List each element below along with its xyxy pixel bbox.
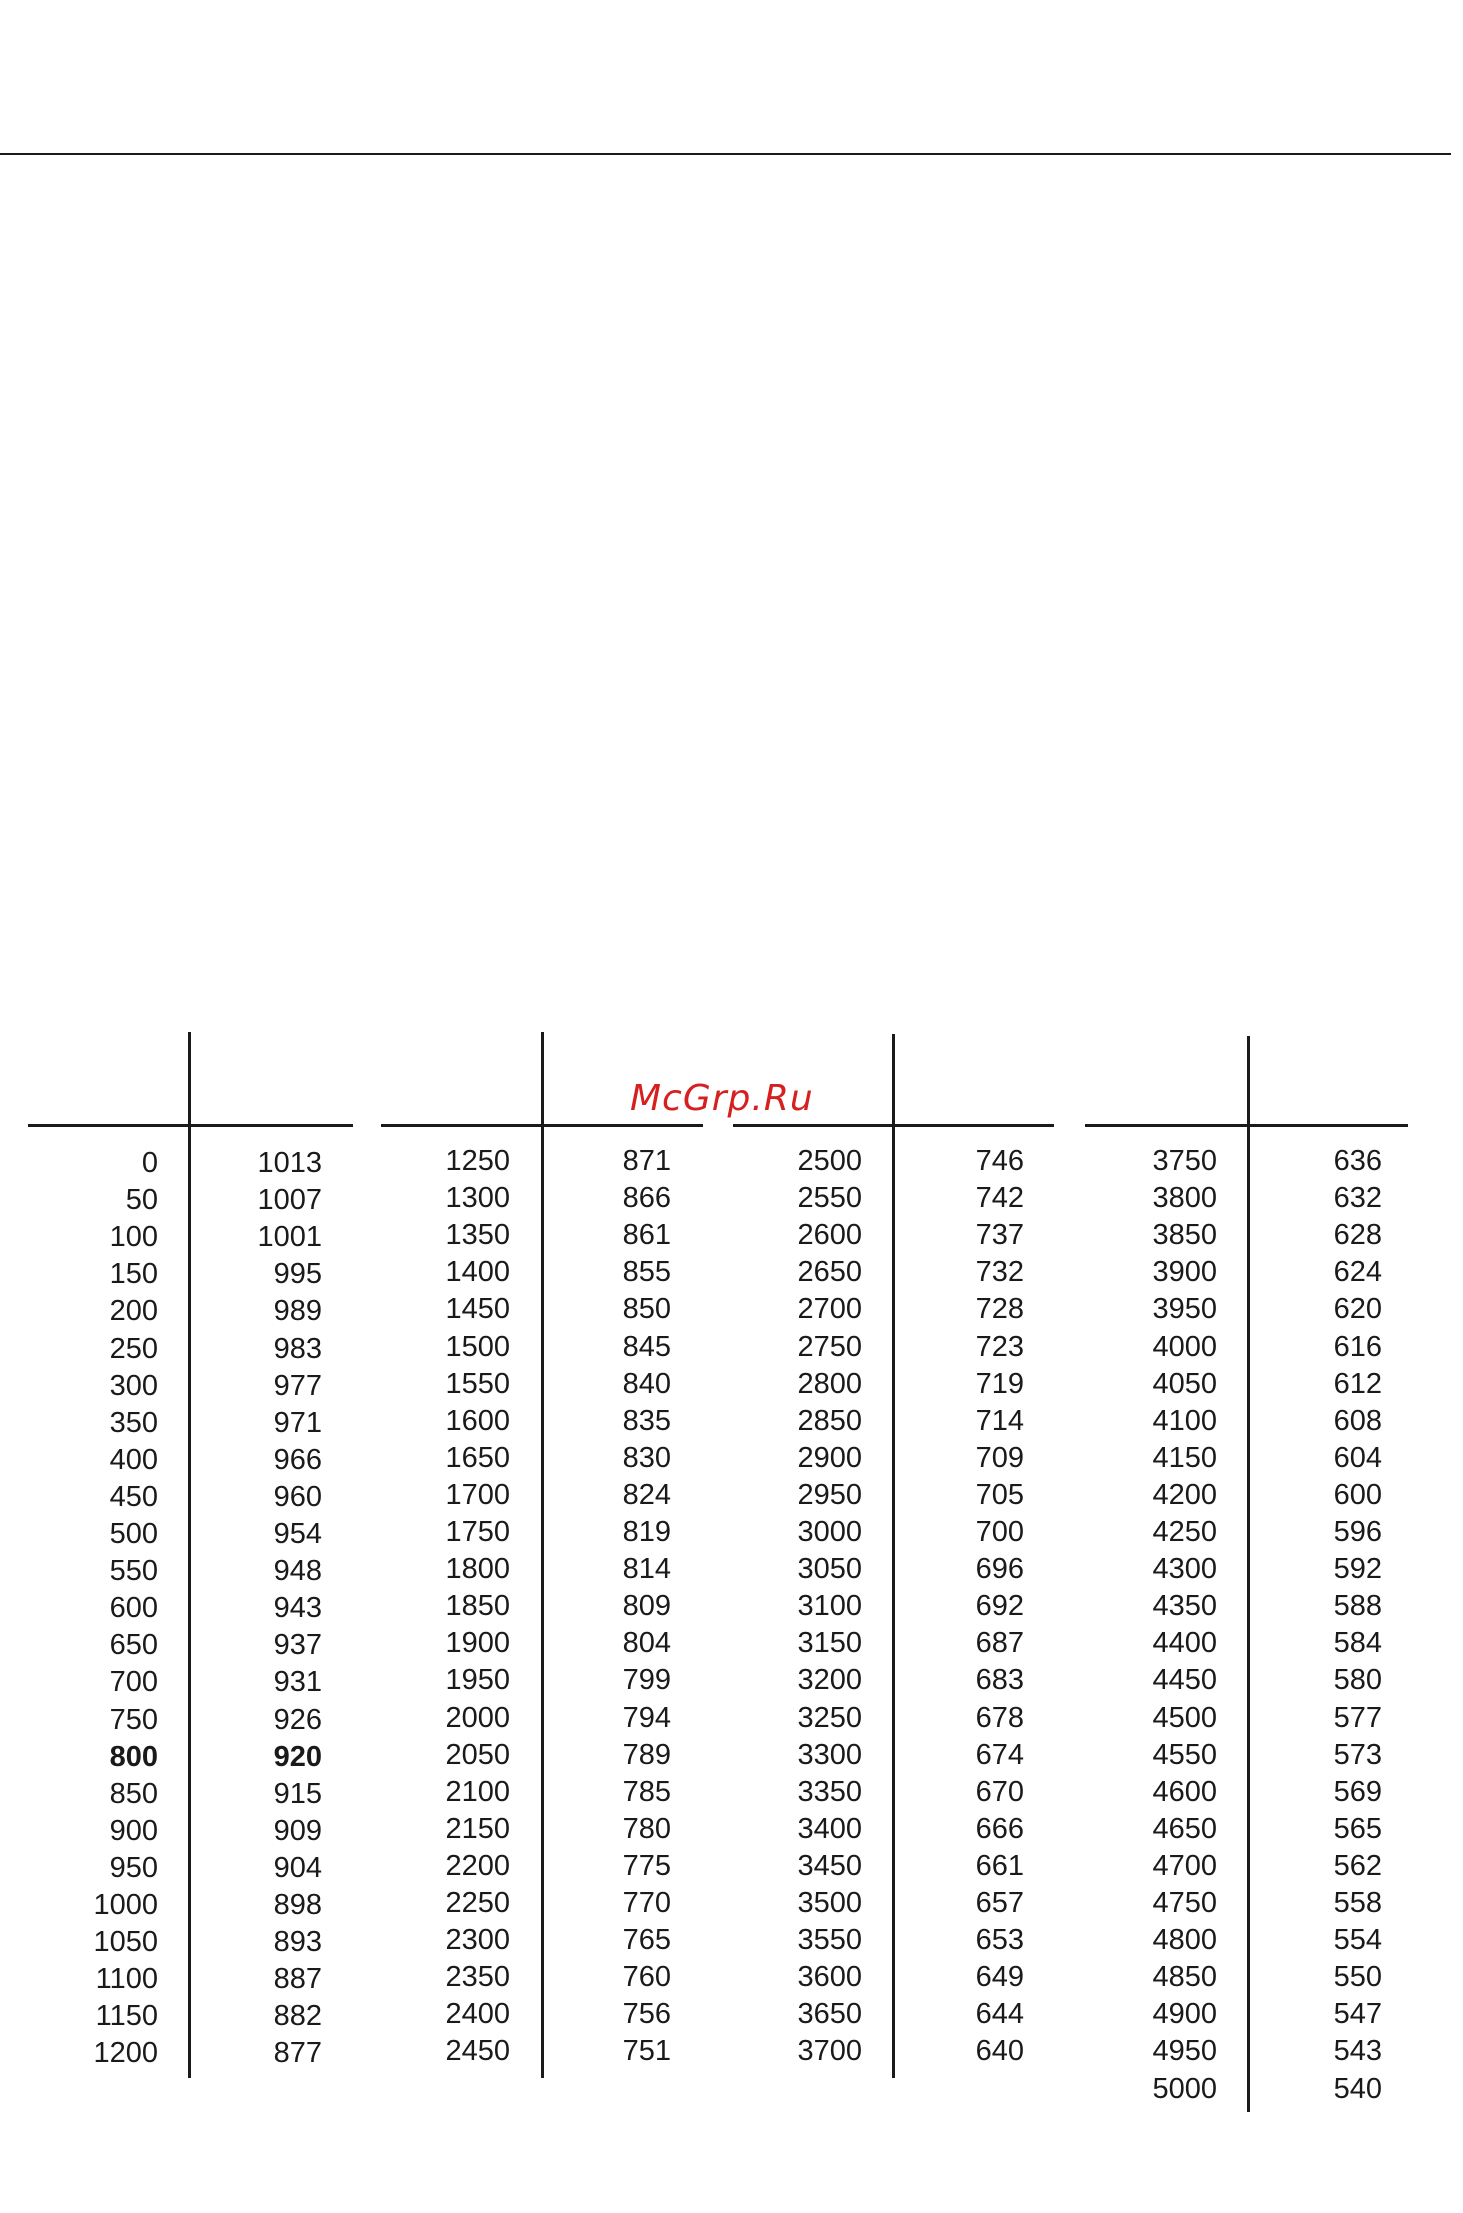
pressure-cell: 785 [622, 1775, 671, 1808]
pressure-cell: 596 [1333, 1516, 1382, 1548]
altitude-cell: 1300 [445, 1182, 510, 1215]
altitude-cell: 150 [109, 1258, 158, 1291]
pressure-cell: 824 [622, 1478, 671, 1511]
pressure-cell: 977 [273, 1369, 322, 1402]
altitude-cell: 1150 [95, 2000, 158, 2033]
altitude-cell: 1850 [445, 1590, 510, 1623]
pressure-cell: 882 [273, 2000, 322, 2033]
altitude-cell: 200 [109, 1295, 158, 1328]
altitude-cell: 2050 [445, 1738, 510, 1771]
altitude-cell: 350 [109, 1406, 158, 1439]
pressure-cell: 616 [1333, 1330, 1382, 1363]
altitude-cell: 3950 [1152, 1293, 1217, 1326]
altitude-cell: 2500 [797, 1145, 862, 1177]
altitude-cell: 0 [141, 1147, 158, 1179]
altitude-cell: 3300 [797, 1738, 862, 1771]
altitude-cell: 550 [109, 1555, 158, 1588]
pressure-cell: 920 [273, 1740, 322, 1773]
pressure-cell: 709 [975, 1441, 1024, 1474]
column-divider [1247, 1036, 1250, 2112]
altitude-cell: 3200 [797, 1664, 862, 1697]
altitude-cell: 2700 [797, 1293, 862, 1326]
altitude-cell: 900 [109, 1814, 158, 1847]
pressure-cell: 943 [273, 1592, 322, 1625]
pressure-cell: 620 [1333, 1293, 1382, 1326]
altitude-cell: 2000 [445, 1701, 510, 1734]
pressure-cell: 728 [975, 1293, 1024, 1326]
altitude-cell: 3700 [797, 2035, 862, 2068]
altitude-cell: 1900 [445, 1627, 510, 1660]
altitude-cell: 2200 [445, 1849, 510, 1882]
altitude-cell: 4350 [1152, 1590, 1217, 1623]
pressure-cell: 898 [273, 1889, 322, 1921]
pressure-cell: 840 [622, 1367, 671, 1400]
altitude-cell: 800 [109, 1740, 158, 1773]
altitude-cell: 1350 [445, 1219, 510, 1252]
pressure-cell: 580 [1333, 1664, 1382, 1697]
altitude-cell: 2900 [797, 1441, 862, 1474]
altitude-cell: 3250 [797, 1701, 862, 1734]
pressure-cell: 696 [975, 1553, 1024, 1586]
pressure-cell: 687 [975, 1627, 1024, 1660]
pressure-cell: 830 [622, 1441, 671, 1474]
pressure-cell: 661 [975, 1849, 1024, 1882]
pressure-cell: 850 [622, 1293, 671, 1326]
pressure-cell: 569 [1333, 1775, 1382, 1808]
pressure-cell: 887 [273, 1963, 322, 1996]
pressure-cell: 543 [1333, 2035, 1382, 2068]
pressure-cell: 612 [1333, 1367, 1382, 1400]
pressure-cell: 904 [273, 1851, 322, 1884]
pressure-cell: 573 [1333, 1738, 1382, 1771]
altitude-cell: 2750 [797, 1330, 862, 1363]
pressure-cell: 751 [622, 2035, 671, 2068]
altitude-cell: 3550 [797, 1924, 862, 1957]
altitude-cell: 4700 [1152, 1849, 1217, 1882]
altitude-cell: 4500 [1152, 1701, 1217, 1734]
altitude-cell: 50 [125, 1184, 158, 1217]
pressure-cell: 931 [273, 1666, 322, 1699]
pressure-cell: 765 [622, 1924, 671, 1957]
pressure-cell: 714 [975, 1404, 1024, 1437]
altitude-cell: 4250 [1152, 1516, 1217, 1548]
pressure-cell: 893 [273, 1926, 322, 1959]
pressure-cell: 756 [622, 1998, 671, 2031]
altitude-cell: 3650 [797, 1998, 862, 2031]
pressure-cell: 547 [1333, 1998, 1382, 2031]
pressure-cell: 608 [1333, 1404, 1382, 1437]
pressure-cell: 600 [1333, 1478, 1382, 1511]
altitude-cell: 950 [109, 1851, 158, 1884]
pressure-cell: 592 [1333, 1553, 1382, 1586]
altitude-cell: 3050 [797, 1553, 862, 1586]
altitude-cell: 4650 [1152, 1812, 1217, 1845]
pressure-cell: 550 [1333, 1961, 1382, 1994]
pressure-cell: 855 [622, 1256, 671, 1289]
altitude-cell: 1950 [445, 1664, 510, 1697]
altitude-cell: 1700 [445, 1478, 510, 1511]
altitude-cell: 3900 [1152, 1256, 1217, 1289]
altitude-cell: 4100 [1152, 1404, 1217, 1437]
pressure-cell: 657 [975, 1887, 1024, 1919]
altitude-cell: 2400 [445, 1998, 510, 2031]
altitude-cell: 750 [109, 1703, 158, 1736]
pressure-cell: 1013 [257, 1147, 322, 1179]
pressure-cell: 877 [273, 2037, 322, 2070]
pressure-cell: 678 [975, 1701, 1024, 1734]
top-rule [0, 153, 1451, 155]
pressure-cell: 809 [622, 1590, 671, 1623]
altitude-cell: 2600 [797, 1219, 862, 1252]
pressure-cell: 995 [273, 1258, 322, 1291]
pressure-cell: 565 [1333, 1812, 1382, 1845]
pressure-cell: 554 [1333, 1924, 1382, 1957]
altitude-cell: 3150 [797, 1627, 862, 1660]
pressure-cell: 789 [622, 1738, 671, 1771]
pressure-cell: 632 [1333, 1182, 1382, 1215]
pressure-cell: 683 [975, 1664, 1024, 1697]
altitude-cell: 2850 [797, 1404, 862, 1437]
pressure-cell: 845 [622, 1330, 671, 1363]
altitude-cell: 2950 [797, 1478, 862, 1511]
altitude-cell: 2100 [445, 1775, 510, 1808]
pressure-cell: 723 [975, 1330, 1024, 1363]
pressure-cell: 760 [622, 1961, 671, 1994]
pressure-cell: 644 [975, 1998, 1024, 2031]
pressure-cell: 966 [273, 1443, 322, 1476]
pressure-cell: 915 [273, 1777, 322, 1810]
altitude-cell: 1400 [445, 1256, 510, 1289]
watermark: McGrp.Ru [630, 1078, 814, 1119]
altitude-cell: 4400 [1152, 1627, 1217, 1660]
altitude-cell: 2300 [445, 1924, 510, 1957]
pressure-cell: 909 [273, 1814, 322, 1847]
altitude-cell: 1750 [445, 1516, 510, 1548]
pressure-cell: 814 [622, 1553, 671, 1586]
altitude-cell: 1800 [445, 1553, 510, 1586]
column-divider [892, 1034, 895, 2078]
altitude-cell: 4550 [1152, 1738, 1217, 1771]
pressure-cell: 674 [975, 1738, 1024, 1771]
pressure-cell: 937 [273, 1629, 322, 1662]
altitude-cell: 850 [109, 1777, 158, 1810]
pressure-cell: 746 [975, 1145, 1024, 1177]
pressure-cell: 983 [273, 1332, 322, 1365]
pressure-cell: 577 [1333, 1701, 1382, 1734]
altitude-cell: 1450 [445, 1293, 510, 1326]
altitude-cell: 700 [109, 1666, 158, 1699]
pressure-cell: 954 [273, 1518, 322, 1550]
altitude-cell: 3800 [1152, 1182, 1217, 1215]
altitude-cell: 3100 [797, 1590, 862, 1623]
altitude-cell: 4600 [1152, 1775, 1217, 1808]
altitude-cell: 4200 [1152, 1478, 1217, 1511]
altitude-cell: 5000 [1152, 2072, 1217, 2105]
altitude-cell: 450 [109, 1480, 158, 1513]
altitude-cell: 2550 [797, 1182, 862, 1215]
pressure-cell: 737 [975, 1219, 1024, 1252]
pressure-cell: 670 [975, 1775, 1024, 1808]
altitude-cell: 4900 [1152, 1998, 1217, 2031]
altitude-cell: 250 [109, 1332, 158, 1365]
pressure-cell: 775 [622, 1849, 671, 1882]
altitude-cell: 1550 [445, 1367, 510, 1400]
pressure-cell: 653 [975, 1924, 1024, 1957]
pressure-cell: 640 [975, 2035, 1024, 2068]
altitude-cell: 3500 [797, 1887, 862, 1919]
pressure-cell: 948 [273, 1555, 322, 1588]
pressure-cell: 794 [622, 1701, 671, 1734]
altitude-cell: 1650 [445, 1441, 510, 1474]
pressure-cell: 692 [975, 1590, 1024, 1623]
pressure-cell: 861 [622, 1219, 671, 1252]
altitude-cell: 4950 [1152, 2035, 1217, 2068]
pressure-cell: 871 [622, 1145, 671, 1177]
altitude-cell: 2350 [445, 1961, 510, 1994]
pressure-cell: 700 [975, 1516, 1024, 1548]
altitude-cell: 4000 [1152, 1330, 1217, 1363]
altitude-cell: 2800 [797, 1367, 862, 1400]
altitude-cell: 1250 [445, 1145, 510, 1177]
pressure-cell: 562 [1333, 1849, 1382, 1882]
altitude-cell: 3850 [1152, 1219, 1217, 1252]
altitude-cell: 4800 [1152, 1924, 1217, 1957]
pressure-cell: 705 [975, 1478, 1024, 1511]
pressure-cell: 558 [1333, 1887, 1382, 1919]
altitude-cell: 3450 [797, 1849, 862, 1882]
pressure-cell: 666 [975, 1812, 1024, 1845]
altitude-cell: 3600 [797, 1961, 862, 1994]
pressure-cell: 866 [622, 1182, 671, 1215]
altitude-cell: 1050 [93, 1926, 158, 1959]
pressure-cell: 742 [975, 1182, 1024, 1215]
altitude-cell: 4150 [1152, 1441, 1217, 1474]
pressure-cell: 636 [1333, 1145, 1382, 1177]
pressure-cell: 1001 [257, 1221, 322, 1254]
column-divider [188, 1032, 191, 2078]
pressure-cell: 819 [622, 1516, 671, 1548]
column-divider [541, 1032, 544, 2078]
altitude-cell: 500 [109, 1518, 158, 1550]
altitude-cell: 100 [109, 1221, 158, 1254]
pressure-cell: 804 [622, 1627, 671, 1660]
pressure-cell: 649 [975, 1961, 1024, 1994]
pressure-cell: 1007 [257, 1184, 322, 1217]
pressure-cell: 540 [1333, 2072, 1382, 2105]
altitude-cell: 4300 [1152, 1553, 1217, 1586]
altitude-cell: 2450 [445, 2035, 510, 2068]
altitude-cell: 4050 [1152, 1367, 1217, 1400]
pressure-cell: 588 [1333, 1590, 1382, 1623]
altitude-cell: 3400 [797, 1812, 862, 1845]
altitude-cell: 3350 [797, 1775, 862, 1808]
altitude-cell: 1500 [445, 1330, 510, 1363]
altitude-cell: 650 [109, 1629, 158, 1662]
pressure-cell: 799 [622, 1664, 671, 1697]
pressure-cell: 732 [975, 1256, 1024, 1289]
altitude-cell: 1600 [445, 1404, 510, 1437]
altitude-cell: 1100 [95, 1963, 158, 1996]
pressure-cell: 926 [273, 1703, 322, 1736]
altitude-cell: 4450 [1152, 1664, 1217, 1697]
altitude-cell: 1000 [93, 1889, 158, 1921]
pressure-cell: 624 [1333, 1256, 1382, 1289]
altitude-cell: 300 [109, 1369, 158, 1402]
altitude-cell: 600 [109, 1592, 158, 1625]
altitude-cell: 2650 [797, 1256, 862, 1289]
altitude-cell: 3000 [797, 1516, 862, 1548]
altitude-cell: 400 [109, 1443, 158, 1476]
pressure-cell: 628 [1333, 1219, 1382, 1252]
pressure-cell: 960 [273, 1480, 322, 1513]
altitude-cell: 3750 [1152, 1145, 1217, 1177]
pressure-cell: 971 [273, 1406, 322, 1439]
altitude-cell: 1200 [93, 2037, 158, 2070]
pressure-cell: 719 [975, 1367, 1024, 1400]
pressure-cell: 780 [622, 1812, 671, 1845]
altitude-cell: 4750 [1152, 1887, 1217, 1919]
altitude-cell: 4850 [1152, 1961, 1217, 1994]
altitude-cell: 2150 [445, 1812, 510, 1845]
pressure-cell: 835 [622, 1404, 671, 1437]
pressure-cell: 989 [273, 1295, 322, 1328]
pressure-cell: 770 [622, 1887, 671, 1919]
altitude-cell: 2250 [445, 1887, 510, 1919]
pressure-cell: 584 [1333, 1627, 1382, 1660]
pressure-cell: 604 [1333, 1441, 1382, 1474]
